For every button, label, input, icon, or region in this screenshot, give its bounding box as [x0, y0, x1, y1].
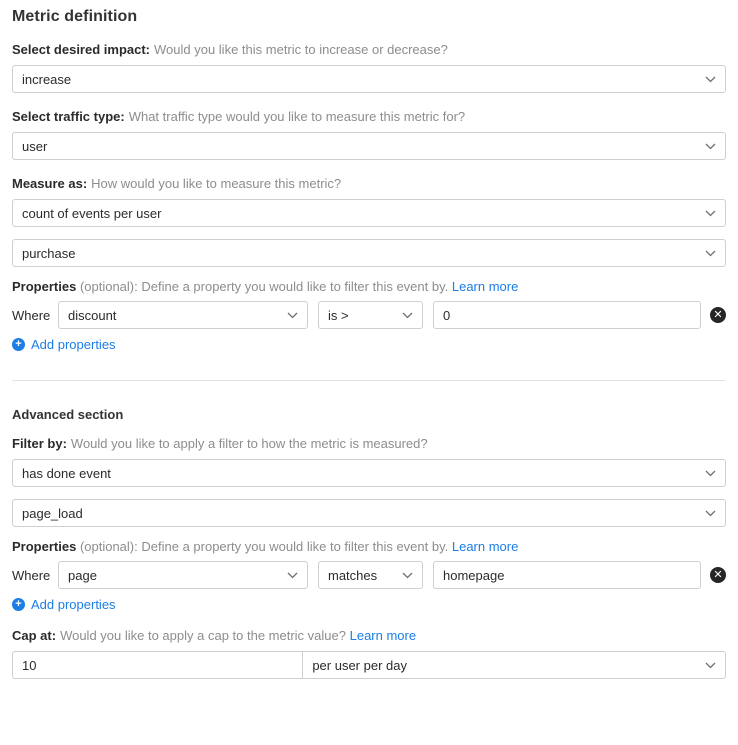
measure-as-help: How would you like to measure this metric?: [91, 176, 342, 191]
add-metric-properties-label: Add properties: [31, 337, 116, 352]
metric-properties-description: [12, 279, 726, 295]
advanced-property-value-input[interactable]: [433, 561, 701, 589]
impact-question: [12, 42, 726, 58]
measure-event-select[interactable]: [12, 239, 726, 267]
impact-label: Select desired impact:: [12, 42, 150, 57]
traffic-type-select[interactable]: [12, 132, 726, 160]
metric-property-value-input[interactable]: [433, 301, 701, 329]
filter-event-select[interactable]: [12, 499, 726, 527]
traffic-type-question: [12, 109, 726, 125]
impact-help: Would you like this metric to increase or decrease?: [154, 42, 448, 57]
cap-at-label: Cap at:: [12, 628, 57, 643]
chevron-down-icon: [287, 302, 298, 328]
filter-by-select-value: has done event: [22, 465, 111, 481]
filter-by-select[interactable]: [12, 459, 726, 487]
filter-event-select-value: page_load: [22, 505, 83, 521]
remove-advanced-property-button[interactable]: ✕: [710, 567, 726, 583]
advanced-operator-select[interactable]: [318, 561, 423, 589]
section-divider: [12, 380, 726, 381]
plus-circle-icon: +: [12, 338, 25, 351]
add-metric-properties-button[interactable]: [12, 337, 726, 352]
cap-at-question: [12, 628, 726, 644]
chevron-down-icon: [705, 200, 716, 226]
metric-operator-select[interactable]: [318, 301, 423, 329]
filter-by-label: Filter by:: [12, 436, 67, 451]
cap-at-value-input[interactable]: [12, 651, 302, 679]
chevron-down-icon: [705, 66, 716, 92]
metric-properties-label: Properties: [12, 279, 77, 294]
cap-at-unit-select[interactable]: [302, 651, 726, 679]
traffic-type-select-value: user: [22, 138, 48, 154]
traffic-type-help: What traffic type would you like to measure this metric for?: [128, 109, 466, 124]
advanced-properties-learn-more-link[interactable]: Learn more: [451, 539, 519, 554]
impact-select[interactable]: [12, 65, 726, 93]
chevron-down-icon: [705, 652, 716, 678]
metric-property-select-value: discount: [68, 307, 117, 323]
measure-as-label: Measure as:: [12, 176, 88, 191]
metric-definition-form: [0, 8, 738, 679]
remove-metric-property-button[interactable]: ✕: [710, 307, 726, 323]
cap-at-learn-more-link[interactable]: Learn more: [349, 628, 417, 643]
advanced-section-title: Advanced section: [12, 407, 124, 422]
chevron-down-icon: [705, 500, 716, 526]
chevron-down-icon: [287, 562, 298, 588]
advanced-properties-label: Properties: [12, 539, 77, 554]
advanced-operator-select-value: matches: [328, 567, 378, 583]
metric-where-label: Where: [12, 307, 51, 323]
traffic-type-label: Select traffic type:: [12, 109, 125, 124]
measure-as-select[interactable]: [12, 199, 726, 227]
metric-property-select[interactable]: [58, 301, 308, 329]
measure-as-question: [12, 176, 726, 192]
filter-by-help: Would you like to apply a filter to how the metric is measured?: [70, 436, 428, 451]
metric-properties-help: Define a property you would like to filter this event by.: [141, 279, 449, 294]
chevron-down-icon: [705, 240, 716, 266]
advanced-properties-help: Define a property you would like to filter this event by.: [141, 539, 449, 554]
filter-by-question: [12, 436, 726, 452]
advanced-properties-optional: (optional):: [79, 539, 138, 554]
plus-circle-icon: +: [12, 598, 25, 611]
advanced-property-filter-row: [12, 561, 726, 589]
add-advanced-properties-button[interactable]: [12, 597, 726, 612]
chevron-down-icon: [705, 460, 716, 486]
impact-select-value: increase: [22, 71, 72, 87]
chevron-down-icon: [402, 562, 413, 588]
cap-at-help: Would you like to apply a cap to the metric value?: [60, 628, 346, 643]
metric-properties-learn-more-link[interactable]: Learn more: [451, 279, 519, 294]
metric-properties-optional: (optional):: [79, 279, 138, 294]
chevron-down-icon: [402, 302, 413, 328]
measure-as-select-value: count of events per user: [22, 205, 162, 221]
metric-property-filter-row: [12, 301, 726, 329]
advanced-property-select[interactable]: [58, 561, 308, 589]
advanced-where-label: Where: [12, 567, 51, 583]
page-title: Metric definition: [12, 8, 138, 25]
advanced-property-select-value: page: [68, 567, 97, 583]
chevron-down-icon: [705, 133, 716, 159]
advanced-properties-description: [12, 539, 726, 555]
add-advanced-properties-label: Add properties: [31, 597, 116, 612]
cap-at-unit-value: per user per day: [312, 657, 407, 673]
measure-event-select-value: purchase: [22, 245, 76, 261]
cap-at-row: [12, 651, 726, 679]
metric-operator-select-value: is >: [328, 307, 349, 323]
